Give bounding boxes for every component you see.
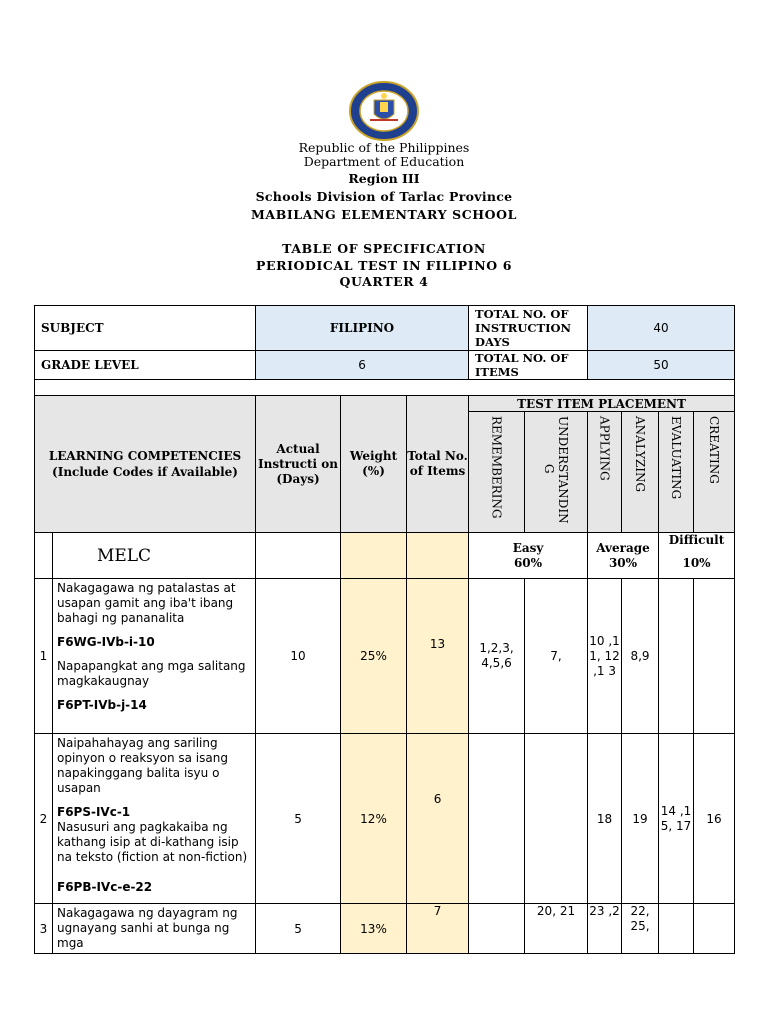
items-cell: 6 bbox=[407, 734, 469, 904]
remembering-cell bbox=[469, 734, 525, 904]
average-header bbox=[588, 533, 659, 579]
average-label: Average bbox=[596, 540, 650, 555]
competencies-header: LEARNING COMPETENCIES (Include Codes if Available) bbox=[35, 396, 256, 533]
remembering-cell bbox=[469, 904, 525, 954]
applying-cell: 10 ,1 1, 12 ,1 3 bbox=[588, 579, 622, 734]
creating-cell bbox=[694, 904, 735, 954]
grade-label: GRADE LEVEL bbox=[35, 351, 256, 380]
total-items-header: Total No. of Items bbox=[407, 396, 469, 533]
deped-seal-icon bbox=[344, 80, 424, 142]
evaluating-header: EVALUATING bbox=[659, 412, 694, 533]
weight-cell: 25% bbox=[341, 579, 407, 734]
specification-table bbox=[34, 305, 735, 954]
remembering-cell: 1,2,3, 4,5,6 bbox=[469, 579, 525, 734]
competency-text: Nasusuri ang pagkakaiba ng kathang isip at di-kathang isip na teksto (fiction at non-fiction) bbox=[57, 820, 248, 864]
applying-cell: 23 ,2 bbox=[588, 904, 622, 954]
document-title: TABLE OF SPECIFICATION bbox=[282, 241, 486, 256]
melc-label: MELC bbox=[53, 533, 256, 579]
easy-header bbox=[469, 533, 588, 579]
understanding-cell bbox=[525, 734, 588, 904]
days-cell: 5 bbox=[256, 734, 341, 904]
competency-code: F6PS-IVc-1 bbox=[57, 805, 131, 819]
items-cell: 7 bbox=[407, 904, 469, 954]
grade-value: 6 bbox=[256, 351, 469, 380]
competency-code: F6WG-IVb-i-10 bbox=[57, 635, 155, 649]
row-number: 2 bbox=[35, 734, 53, 904]
applying-cell: 18 bbox=[588, 734, 622, 904]
competency-code: F6PB-IVc-e-22 bbox=[57, 880, 153, 894]
days-cell: 10 bbox=[256, 579, 341, 734]
analyzing-cell: 8,9 bbox=[622, 579, 659, 734]
table-row bbox=[35, 904, 735, 954]
competency-cell bbox=[53, 579, 256, 734]
understanding-cell: 20, 21 bbox=[525, 904, 588, 954]
placement-header: TEST ITEM PLACEMENT bbox=[469, 396, 735, 412]
difficult-label: Difficult bbox=[668, 533, 725, 547]
difficult-header bbox=[659, 533, 735, 579]
analyzing-header: ANALYZING bbox=[622, 412, 659, 533]
competency-cell bbox=[53, 734, 256, 904]
creating-cell: 16 bbox=[694, 734, 735, 904]
header-department: Department of Education bbox=[303, 154, 465, 169]
days-label: TOTAL NO. OF INSTRUCTION DAYS bbox=[469, 306, 588, 351]
competency-text: Nakagagawa ng patalastas at usapan gamit ang iba't ibang bahagi ng pananalita bbox=[57, 581, 236, 625]
average-percent: 30% bbox=[608, 555, 638, 570]
table-row bbox=[35, 734, 735, 904]
table-row bbox=[35, 579, 735, 734]
header-region: Region III bbox=[348, 171, 420, 186]
creating-header: CREATING bbox=[694, 412, 735, 533]
header-republic: Republic of the Philippines bbox=[298, 140, 470, 155]
competency-code: F6PT-IVb-j-14 bbox=[57, 698, 147, 712]
weight-cell: 12% bbox=[341, 734, 407, 904]
header-school: MABILANG ELEMENTARY SCHOOL bbox=[250, 207, 518, 222]
subject-value: FILIPINO bbox=[256, 306, 469, 351]
analyzing-cell: 19 bbox=[622, 734, 659, 904]
understanding-header: UNDERSTANDIN G bbox=[525, 412, 588, 533]
items-cell: 13 bbox=[407, 579, 469, 734]
creating-cell bbox=[694, 579, 735, 734]
competency-text: Napapangkat ang mga salitang magkakaugnay bbox=[57, 659, 246, 688]
remembering-header: REMEMBERING bbox=[469, 412, 525, 533]
evaluating-cell bbox=[659, 904, 694, 954]
melc-empty-days bbox=[256, 533, 341, 579]
header-division: Schools Division of Tarlac Province bbox=[255, 189, 513, 204]
easy-label: Easy bbox=[512, 540, 544, 555]
items-label: TOTAL NO. OF ITEMS bbox=[469, 351, 588, 380]
document-quarter: QUARTER 4 bbox=[339, 274, 429, 289]
weight-cell: 13% bbox=[341, 904, 407, 954]
actual-days-header: Actual Instructi on (Days) bbox=[256, 396, 341, 533]
spacer-row bbox=[35, 380, 735, 396]
melc-empty-items bbox=[407, 533, 469, 579]
days-cell: 5 bbox=[256, 904, 341, 954]
difficult-percent: 10% bbox=[682, 556, 711, 570]
evaluating-cell bbox=[659, 579, 694, 734]
days-value: 40 bbox=[588, 306, 735, 351]
evaluating-cell: 14 ,1 5, 17 bbox=[659, 734, 694, 904]
subject-label: SUBJECT bbox=[35, 306, 256, 351]
competency-text: Naipahahayag ang sariling opinyon o reaksyon sa isang napakinggang balita isyu o usapan bbox=[57, 736, 228, 795]
melc-empty-weight bbox=[341, 533, 407, 579]
competency-text: Nakagagawa ng dayagram ng ugnayang sanhi at bunga ng mga bbox=[57, 906, 238, 950]
applying-header: APPLYING bbox=[588, 412, 622, 533]
analyzing-cell: 22, 25, bbox=[622, 904, 659, 954]
competency-cell bbox=[53, 904, 256, 954]
document-test: PERIODICAL TEST IN FILIPINO 6 bbox=[255, 258, 513, 273]
row-number: 3 bbox=[35, 904, 53, 954]
melc-num-cell bbox=[35, 533, 53, 579]
items-value: 50 bbox=[588, 351, 735, 380]
weight-header: Weight (%) bbox=[341, 396, 407, 533]
row-number: 1 bbox=[35, 579, 53, 734]
easy-percent: 60% bbox=[513, 555, 543, 570]
understanding-cell: 7, bbox=[525, 579, 588, 734]
